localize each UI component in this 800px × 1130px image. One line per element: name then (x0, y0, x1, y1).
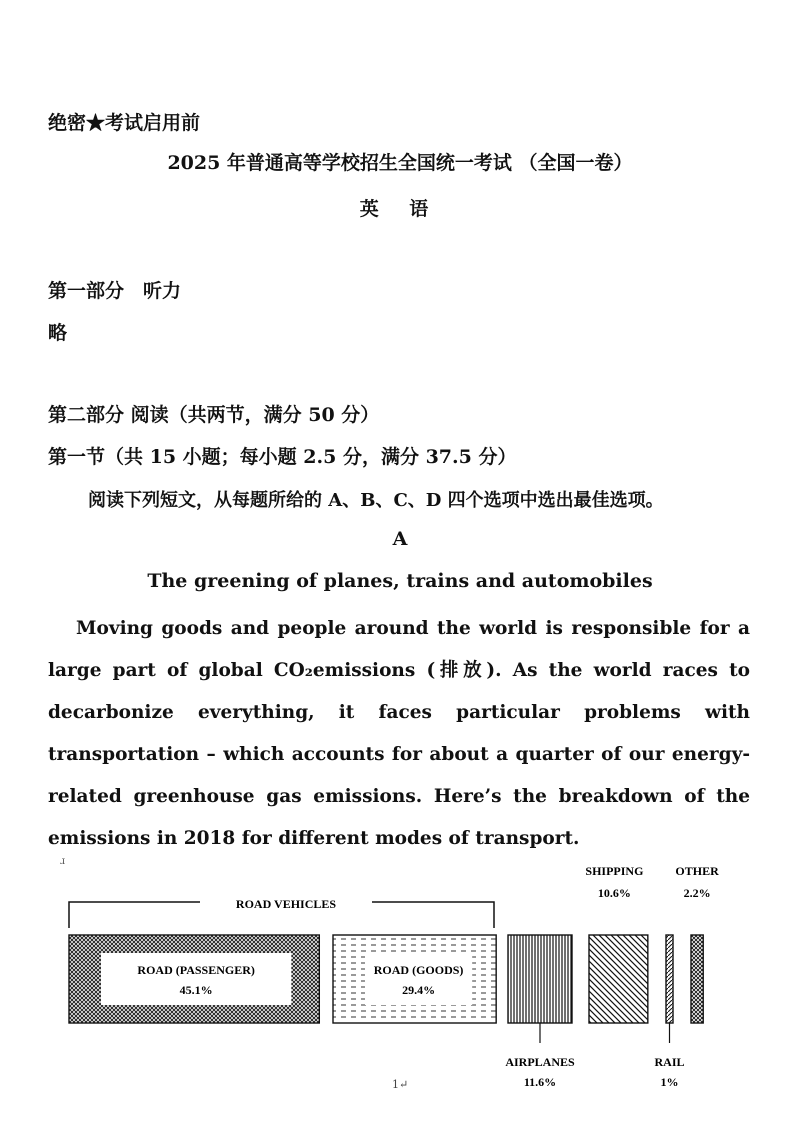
bar-rail (666, 935, 673, 1023)
part1-heading: 第一部分 听力 (48, 280, 182, 302)
value-label-road-goods: 29.4% (402, 983, 436, 997)
category-label-rail: RAIL (654, 1055, 685, 1069)
bar-other (691, 935, 703, 1023)
label-box-road-goods (365, 953, 472, 1005)
category-label-road-passenger: ROAD (PASSENGER) (137, 963, 255, 977)
road-vehicles-label: ROAD VEHICLES (235, 897, 337, 911)
bar-airplanes (508, 935, 572, 1023)
page-number: 1↵ (392, 1078, 409, 1091)
category-label-other: OTHER (675, 864, 719, 878)
category-label-road-goods: ROAD (GOODS) (373, 963, 464, 977)
passage-title: The greening of planes, trains and automobiles (147, 570, 653, 592)
value-label-shipping: 10.6% (597, 886, 631, 900)
passage-paragraph: Moving goods and people around the world is responsible for a large part of global CO₂emissions (排放). As the world races to decarbonize everything, it faces particular problems with transportation – which accounts for about a quarter of our energy-related greenhouse gas emissions. Here’s the breakdown of the emissions in 2018 for different modes of transport. (48, 618, 750, 849)
subject-title: 英 语 (359, 198, 441, 220)
value-label-other: 2.2% (683, 886, 711, 900)
emissions-chart (0, 840, 800, 1100)
value-label-road-passenger: 45.1% (179, 983, 213, 997)
category-label-shipping: SHIPPING (585, 864, 644, 878)
exam-title: 2025 年普通高等学校招生全国统一考试 （全国一卷） (167, 152, 633, 174)
value-label-airplanes: 11.6% (523, 1075, 557, 1089)
part1-content: 略 (48, 322, 68, 344)
label-box-road-passenger (101, 953, 291, 1005)
value-label-rail: 1% (660, 1075, 679, 1089)
part2-heading: 第二部分 阅读（共两节，满分 50 分） (48, 404, 380, 426)
secret-mark: 绝密★考试启用前 (48, 112, 201, 134)
corner-mark: ɹ (60, 856, 66, 867)
category-label-airplanes: AIRPLANES (505, 1055, 575, 1069)
bar-shipping (589, 935, 648, 1023)
passage-letter: A (392, 528, 408, 550)
instruction-text: 阅读下列短文，从每题所给的 A、B、C、D 四个选项中选出最佳选项。 (88, 490, 664, 511)
section1-heading: 第一节（共 15 小题；每小题 2.5 分，满分 37.5 分） (48, 446, 517, 468)
